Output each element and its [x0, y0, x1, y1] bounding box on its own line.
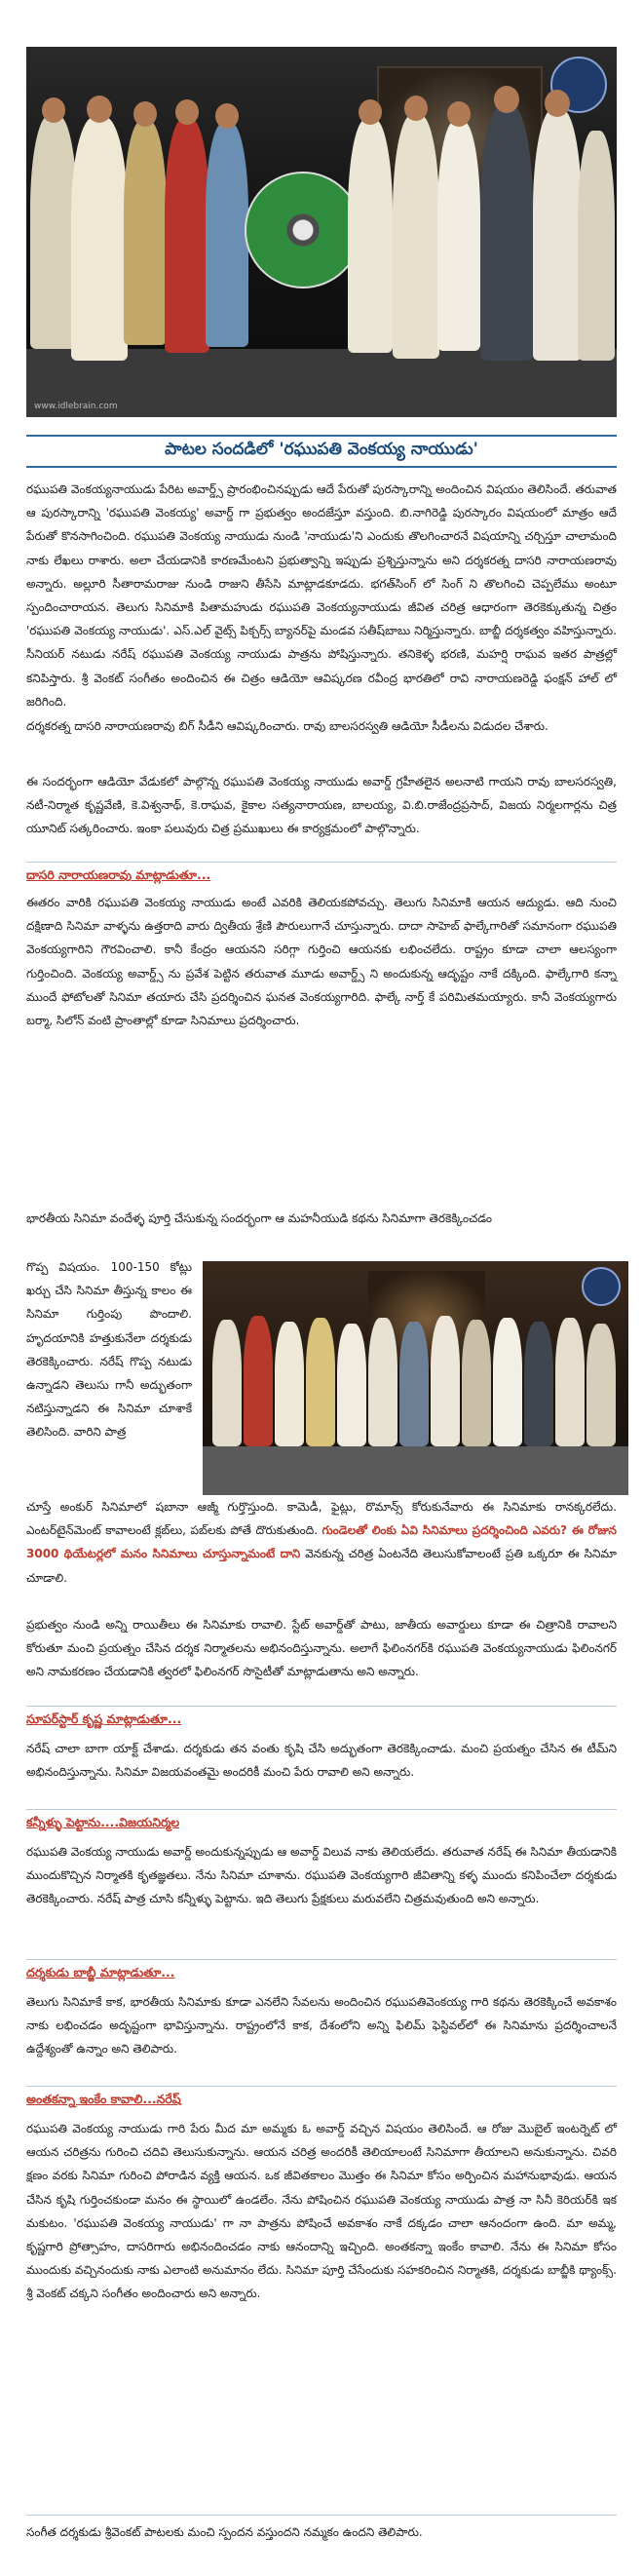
subhead-dasari: దాసరి నారాయణరావు మాట్లాడుతూ... [26, 867, 211, 882]
paragraph-release: దర్శకరత్న దాసరి నారాయణరావు బిగ్ సీడీని ఆవిష్కరించారు. రావు బాలసరస్వతి ఆడియో సీడీలను విడుదల చేశారు. [26, 719, 548, 733]
guest-figure [399, 1322, 429, 1446]
guest-head [42, 97, 65, 123]
guest-head [87, 96, 112, 123]
guest-figure [306, 1318, 335, 1446]
guest-head [359, 99, 382, 125]
paragraph-vijayanirmala: రఘుపతి వెంకయ్య నాయుడు అవార్డ్ అందుకున్నప్పుడు ఆ అవార్డ్ విలువ నాకు తెలియలేదు. తరువాత నరేష్ ఈ సినిమా తీయడానికి ముందుకొచ్చిన నిర్మాతకి కృతజ్ఞతలు. నేను సినిమా చూశాను. రఘుపతి వెంకయ్యగారి జీవితాన్ని కళ్ళ ముందు కనిపించేలా దర్శకుడు తెరకెక్కించారు. నరేష్ పాత్ర చూసి కన్నీళ్ళు పెట్టాను. ఇది తెలుగు ప్రేక్షకులు మరువలేని చిత్రమవుతుంది అని అన్నారు. [26, 1845, 617, 1906]
subhead-naresh: అంతకన్నా ఇంకేం కావాలి...నరేష్ [26, 2092, 181, 2106]
photo-watermark: www.idlebrain.com [34, 402, 118, 411]
guest-figure [212, 1320, 242, 1446]
guest-figure [533, 109, 582, 361]
guest-figure [555, 1318, 585, 1446]
paragraph-krishna: నరేష్ చాలా బాగా యాక్ట్ చేశాడు. దర్శకుడు తన వంతు కృషి చేసి అద్భుతంగా తెరకెక్కించాడు. మంచి ప్రయత్నం చేసిన ఈ టీమ్‌ని అభినందిస్తున్నాను. సినిమా విజయవంతమై అందరికీ మంచి పేరు రావాలి అని అన్నారు. [26, 1742, 617, 1780]
subhead-babji: దర్శకుడు బాబ్జీ మాట్లాడుతూ... [26, 1965, 175, 1980]
highlight-text: గుండెలతో లింకు ఏవి సినిమాలు ప్రదర్శించింది ఎవరు? ఈ రోజున 3000 థియేటర్లలో మనం సినిమాలు చూస్తున్నామంటే దాని [26, 1523, 617, 1561]
headline-bar [26, 435, 617, 468]
guest-head [545, 90, 570, 117]
guest-figure [437, 121, 480, 351]
guest-figure [337, 1324, 366, 1446]
guest-figure [71, 117, 128, 361]
guest-figure [578, 131, 615, 361]
guest-figure [124, 121, 167, 345]
guest-head [133, 101, 157, 127]
text-span: వెనకున్న చరిత్ర ఏంటనేది తెలుసుకోవాలంటే ప్రతి ఒక్కరూ ఈ సినిమా చూడాలి. [26, 1547, 617, 1585]
section-divider [26, 1959, 617, 1960]
paragraph-dasari-2-narrow: గొప్ప విషయం. 100-150 కోట్లు ఖర్చు చేసి సినిమా తీస్తున్న కాలం ఈ సినిమా గుర్తింపు పొందాలి. హృదయానికి హత్తుకునేలా దర్శకుడు తెరకెక్కించారు. నరేష్ గొప్ప నటుడు ఉన్నాడని తెలుసు గానీ అద్భుతంగా నటిస్తున్నాడని ఈ సినిమా చూశాకే తెలిసింది. వారిని పాత్ర [26, 1260, 192, 1440]
paragraph-music-director: సంగీత దర్శకుడు శ్రీవెంకట్ పాటలకు మంచి స్పందన వస్తుందని నమ్మకం ఉందని తెలిపారు. [26, 2525, 423, 2539]
big-cd-prop [245, 172, 361, 288]
paragraph-dasari-2-tail [26, 1495, 617, 1590]
guest-figure [368, 1318, 397, 1446]
guest-figure [30, 115, 77, 349]
subhead-krishna: సూపర్‌స్టార్ కృష్ణ మాట్లాడుతూ... [26, 1711, 182, 1726]
guest-figure [244, 1316, 273, 1446]
paragraph-babji: తెలుగు సినిమాకే కాక, భారతీయ సినిమాకు కూడా ఎనలేని సేవలను అందించిన రఘుపతివెంకయ్య గారి కథను తెరకెక్కించే అవకాశం నాకు లభించడం అదృష్టంగా భావిస్తున్నాను. రాష్ట్రంలోనే కాక, దేశంలోని అన్ని ఫిలిమ్ ఫెస్టివల్‌లో ఈ సినిమాను ప్రదర్శించాలనే ఉద్దేశ్యంతో ఉన్నాం అని తెలిపారు. [26, 1995, 617, 2057]
section-divider [26, 1809, 617, 1810]
section-divider [26, 1706, 617, 1707]
guest-figure [431, 1316, 460, 1446]
guest-figure [348, 119, 393, 353]
guest-figure [393, 115, 439, 359]
section-divider [26, 2515, 617, 2516]
guest-figure [480, 105, 533, 361]
text-span: చూస్తే అంకుర్ సినిమాలో షబానా ఆజ్మీ గుర్తొస్తుంది. కామెడీ, ఫైట్లు, రొమాన్స్ కోరుకునేవారు ఈ సినిమాకు రానక్కరలేదు. ఎంటర్‌టైన్‌మెంట్ కావాలంటే క్లబ్‌లు, పబ్‌లకు పోతే దొరుకుతుంది. [26, 1500, 617, 1538]
paragraph-dasari-3: ప్రభుత్వం నుండి అన్ని రాయితీలు ఈ సినిమాకు రావాలి. స్టేట్ అవార్డ్‌తో పాటు, జాతీయ అవార్డులు కూడా ఈ చిత్రానికి రావాలని కోరుతూ మంచి ప్రయత్నం చేసిన దర్శక నిర్మాతలను అభినందిస్తున్నాను. అలాగే ఫిలింనగర్‌కి రఘుపతి వెంకయ్యనాయుడు ఫిలింనగర్ అని నామకరణం చేయడానికి త్వరలో ఫిలింనగర్ సొసైటీతో మాట్లాడుతాను అని అన్నారు. [26, 1618, 617, 1679]
guest-figure [524, 1322, 553, 1446]
guest-head [447, 101, 471, 127]
guest-figure [165, 119, 209, 353]
paragraph-intro: రఘుపతి వెంకయ్యనాయుడు పేరిట అవార్డ్స్ ప్రారంభించినప్పుడు ఆదే పేరుతో పురస్కారాన్ని అందించిన విషయం తెలిసిందే. తరువాత ఆ పురస్కారాన్ని 'రఘుపతి వెంకయ్య' అవార్డ్ గా ప్రభుత్వం అందజేస్తూ వస్తుంది. బి.నాగిరెడ్డి పురస్కారం విషయంలో మాత్రం ఆదే పేరుతో కొనసాగించింది. రఘుపతి వెంకయ్య నాయుడు నుండి 'నాయుడు'ని ఎందుకు తొలగించారనే విషయాన్ని చర్చిస్తూ చాలామంది నాకు లేఖలు రాశారు. అలా చేయడానికి కారణమేంటని ప్రభుత్వాన్ని ఇప్పుడు ప్రశ్నిస్తున్నాను అని దర్శకరత్న దాసరి నారాయణరావు అన్నారు. అల్లూరి సీతారామరాజు నుండి రాజుని తీసేసి మాట్లాడకూడదు. భగత్‌సింగ్ లో సింగ్ ని తొలగించి చెప్పలేము అంటూ స్పందించారాయన. తెలుగు సినిమాకి పితామహుడు రఘుపతి వెంకయ్యనాయుడు జీవిత చరిత్ర ఆధారంగా తెరకెక్కుతున్న చిత్రం 'రఘుపతి వెంకయ్య నాయుడు'. ఎస్.ఎల్ వైట్స్ పిక్చర్స్ బ్యానర్‌పై మండవ సతీష్‌బాబు నిర్మిస్తున్నారు. బాబ్జీ దర్శకత్వం వహిస్తున్నారు. సీనియర్ నటుడు నరేష్ రఘుపతి వెంకయ్య నాయుడు పాత్రను పోషిస్తున్నారు. తనికెళ్ళ భరణి, మహర్షి రాఘవ ఇతర పాత్రల్లో కనిపిస్తారు. శ్రీ వెంకట్ సంగీతం అందించిన ఈ చిత్రం ఆడియో ఆవిష్కరణ రవీంద్ర భారతిలో రావి నారాయణరెడ్డి ఫంక్షన్ హాల్ లో జరిగింది. [26, 482, 617, 709]
paragraph-dasari-1: ఈతరం వారికి రఘుపతి వెంకయ్య నాయుడు అంటే ఎవరికి తెలియకపోవచ్చు. తెలుగు సినిమాకి ఆయన ఆద్యుడు. ఆది నుంచి దక్షిణాది సినిమా వాళ్ళను ఉత్తరాది వారు ద్వితీయ శ్రేణి పౌరులుగానే చూస్తున్నారు. దాదా సాహెబ్ ఫాల్కేగారితో సమానంగా రఘుపతి వెంకయ్యగారిని గౌరవించాలి. కానీ కేంద్రం ఆయనని సరిగ్గా గుర్తించి ఆయనకు లభించలేదు. రాష్ట్రం కూడా చాలా ఆలస్యంగా గుర్తించింది. వెంకయ్య అవార్డ్స్ ను ప్రవేశ పెట్టిన తరువాత మూడు అవార్డ్స్ ని అందుకున్న ఆదృష్టం నాకే దక్కింది. ఫాల్కేగారి కన్నా ముందే ఫోటోలతో సినిమా తయారు చేసి ప్రదర్శించిన ఘనత వెంకయ్యగారిది. ఫాల్కే నార్త్ కే పరిమితమయ్యారు. కానీ వెంకయ్యగారు బర్మా, సిలోన్ వంటి ప్రాంతాల్లో కూడా సినిమాలు ప్రదర్శించారు. [26, 896, 617, 1028]
guest-figure [493, 1318, 522, 1446]
event-photo-main [26, 47, 617, 417]
stage-floor [203, 1446, 628, 1495]
subhead-vijayanirmala: కన్నీళ్ళు పెట్టాను....విజయనిర్మల [26, 1815, 180, 1829]
guest-head [215, 103, 239, 129]
paragraph-felicitation: ఈ సందర్భంగా ఆడియో వేడుకలో పాల్గొన్న రఘుపతి వెంకయ్య నాయుడు అవార్డ్ గ్రహీతలైన అలనాటి గాయని రావు బాలసరస్వతి, నటీ-నిర్మాత కృష్ణవేణి, కె.విశ్వనాథ్, కె.రాఘవ, కైకాల సత్యనారాయణ, బాలయ్య, వి.బి.రాజేంద్రప్రసాద్, విజయ నిర్మలగార్లను చిత్ర యూనిట్ సత్కరించారు. ఇంకా పలువురు చిత్ర ప్రముఖులు ఈ కార్యక్రమంలో పాల్గొన్నారు. [26, 775, 617, 836]
event-photo-audience [203, 1261, 628, 1495]
guest-figure [586, 1324, 616, 1446]
guest-figure [275, 1322, 304, 1446]
paragraph-naresh: రఘుపతి వెంకయ్య నాయుడు గారి పేరు మీద మా అమ్మకు ఓ అవార్డ్ వచ్చిన విషయం తెలిసిందే. ఆ రోజు మొబైల్ ఇంటర్నెట్ లో ఆయన చరిత్రను గురించి చదివి తెలుసుకున్నాను. ఆయన చరిత్ర అందరికీ తెలియాలంటే సినిమాగా తీయాలని అనుకున్నాను. చివరి క్షణం వరకు సినిమా గురించి పోరాడిన వ్యక్తి ఆయన. ఒక జీవితకాలం మొత్తం ఈ సినిమా కోసం అర్పించిన మహానుభావుడు. ఆయన చేసిన కృషి గుర్తించకుండా మనం ఈ స్థాయిలో ఉండలేం. నేను పోషించిన రఘుపతి వెంకయ్య నాయుడు పాత్ర నా సినీ కెరియర్‌కి ఇక మకుటం. 'రఘుపతి వెంకయ్య నాయుడు' గా నా పాత్రను పోషించే అవకాశం నాకే దక్కడం చాలా ఆనందంగా ఉంది. మా అమ్మ, కృష్ణగారి ప్రోత్సాహం, దాసరిగారు అభినందించడం నాకు ఆనందాన్ని ఇచ్చింది. అంతకన్నా ఇంకేం కావాలి. నేను ఈ సినిమా కోసం ముందుకు వచ్చినందుకు నాకు ఎలాంటి అనుమానం లేదు. సినిమా పూర్తి చేసేందుకు సహకరించిన నిర్మాతకి, దర్శకుడు బాబ్జీకి థ్యాంక్స్. శ్రీ వెంకట్ చక్కని సంగీతం అందించారు అని అన్నారు. [26, 2122, 617, 2301]
film-logo-badge [582, 1267, 621, 1306]
section-divider [26, 862, 617, 863]
guest-head [494, 86, 519, 113]
guest-head [175, 99, 199, 125]
paragraph-dasari-2-lead: భారతీయ సినిమా వందేళ్ళ పూర్తి చేసుకున్న సందర్భంగా ఆ మహనీయుడి కథను సినిమాగా తెరకెక్కించడం [26, 1211, 492, 1225]
section-divider [26, 2086, 617, 2087]
guest-figure [206, 123, 248, 347]
guest-figure [462, 1320, 491, 1446]
guest-head [404, 96, 428, 121]
article-headline: పాటల సందడిలో 'రఘుపతి వెంకయ్య నాయుడు' [165, 440, 478, 459]
